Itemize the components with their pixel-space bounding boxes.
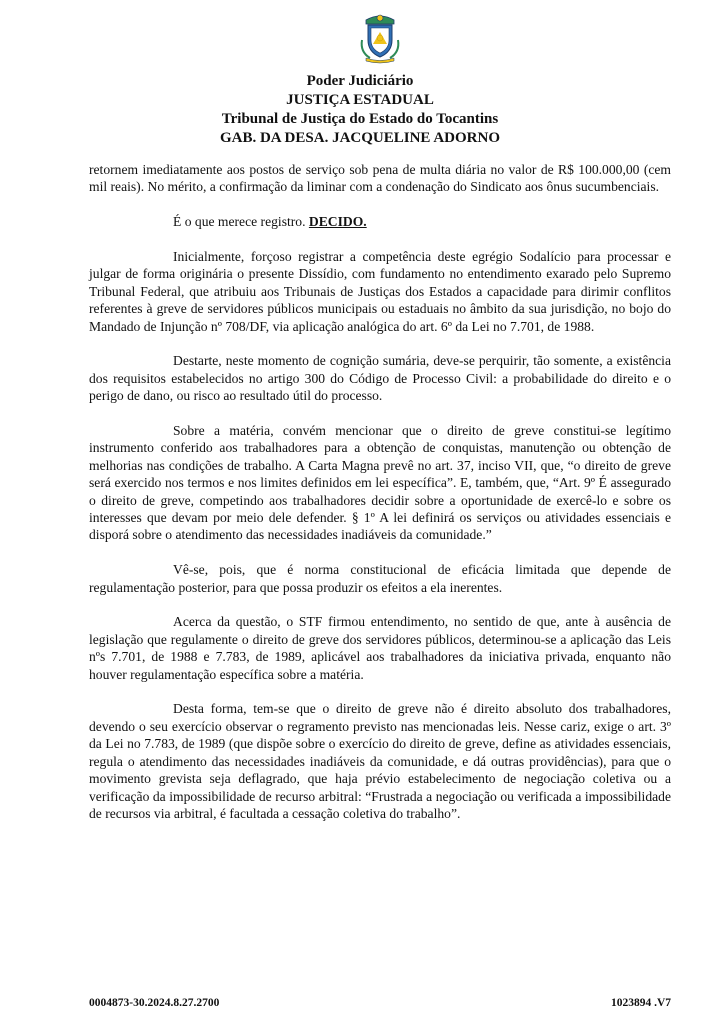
paragraph: retornem imediatamente aos postos de serviço sob pena de multa diária no valor de R$ 100.000,00 (cem mil reais). No mérito, a confirmação da liminar com a condenação do Sindicato aos ônus sucumbenciais. (89, 162, 671, 195)
header-court: Tribunal de Justiça do Estado do Tocantins (221, 111, 499, 127)
paragraph: Destarte, neste momento de cognição sumária, deve-se perquirir, tão somente, a existência dos requisitos estabelecidos no artigo 300 do Código de Processo Civil: a probabilidade do direito e o perigo de dano, ou risco ao resultado útil do processo. (89, 353, 671, 404)
document-footer (89, 996, 671, 1010)
process-number: 0004873-30.2024.8.27.2700 (89, 997, 220, 1009)
paragraph: Vê-se, pois, que é norma constitucional de eficácia limitada que depende de regulamentação posterior, para que possa produzir os efeitos a ela inerentes. (89, 562, 671, 595)
document-header (0, 72, 720, 148)
document-body (89, 161, 671, 840)
header-justice: JUSTIÇA ESTADUAL (286, 92, 434, 108)
paragraph: Desta forma, tem-se que o direito de greve não é direito absoluto dos trabalhadores, devendo o seu exercício observar o regramento previsto nas mencionadas leis. Nesse cariz, exige o art. 3º da Lei no 7.783, de 1989 (que dispõe sobre o exercício do direito de greve, define as atividades essenciais, regula o atendimento das necessidades inadiáveis da comunidade, e dá outras providências), para que o movimento grevista seja deflagrado, que haja prévio estabelecimento de negociação coletiva ou a verificação da impossibilidade de recurso arbitral: “Frustrada a negociação ou verificada a impossibilidade de recursos via arbitral, é facultada a cessação coletiva do trabalho”. (89, 701, 671, 821)
paragraph-decision (89, 213, 671, 230)
paragraph: Acerca da questão, o STF firmou entendimento, no sentido de que, ante à ausência de legislação que regulamente o direito de greve dos servidores públicos, determinou-se a aplicação das Leis nºs 7.701, de 1988 e 7.783, de 1989, aplicável aos trabalhadores da iniciativa privada, enquanto não houver regulamentação específica sobre a matéria. (89, 614, 671, 682)
header-office: GAB. DA DESA. JACQUELINE ADORNO (219, 130, 501, 146)
paragraph-text: É o que merece registro. (173, 214, 309, 230)
header-branch: Poder Judiciário (306, 73, 414, 89)
paragraph: Sobre a matéria, convém mencionar que o direito de greve constitui-se legítimo instrumento conferido aos trabalhadores para a obtenção de conquistas, manutenção ou obtenção de melhorias nas condições de trabalho. A Carta Magna prevê no art. 37, inciso VII, que, “o direito de greve será exercido nos termos e nos limites definidos em lei específica”. E, também, que, “Art. 9º É assegurado o direito de greve, competindo aos trabalhadores decidir sobre a oportunidade de exercê-lo e sobre os interesses que devam por meio dele defender. § 1º A lei definirá os serviços ou atividades essenciais e disporá sobre o atendimento das necessidades inadiáveis da comunidade.” (89, 423, 671, 543)
state-coat-of-arms-icon (356, 10, 404, 64)
decido-label: DECIDO. (308, 214, 367, 230)
paragraph: Inicialmente, forçoso registrar a competência deste egrégio Sodalício para processar e julgar de forma originária o presente Dissídio, com fundamento no entendimento exarado pelo Supremo Tribunal Federal, que atribuiu aos Tribunais de Justiças dos Estados a capacidade para dirimir conflitos referentes à greve de servidores públicos municipais ou estaduais no âmbito da sua jurisdição, no bojo do Mandado de Injunção nº 708/DF, via aplicação analógica do art. 6º da Lei no 7.701, de 1988. (89, 249, 671, 334)
document-id: 1023894 .V7 (610, 997, 671, 1009)
